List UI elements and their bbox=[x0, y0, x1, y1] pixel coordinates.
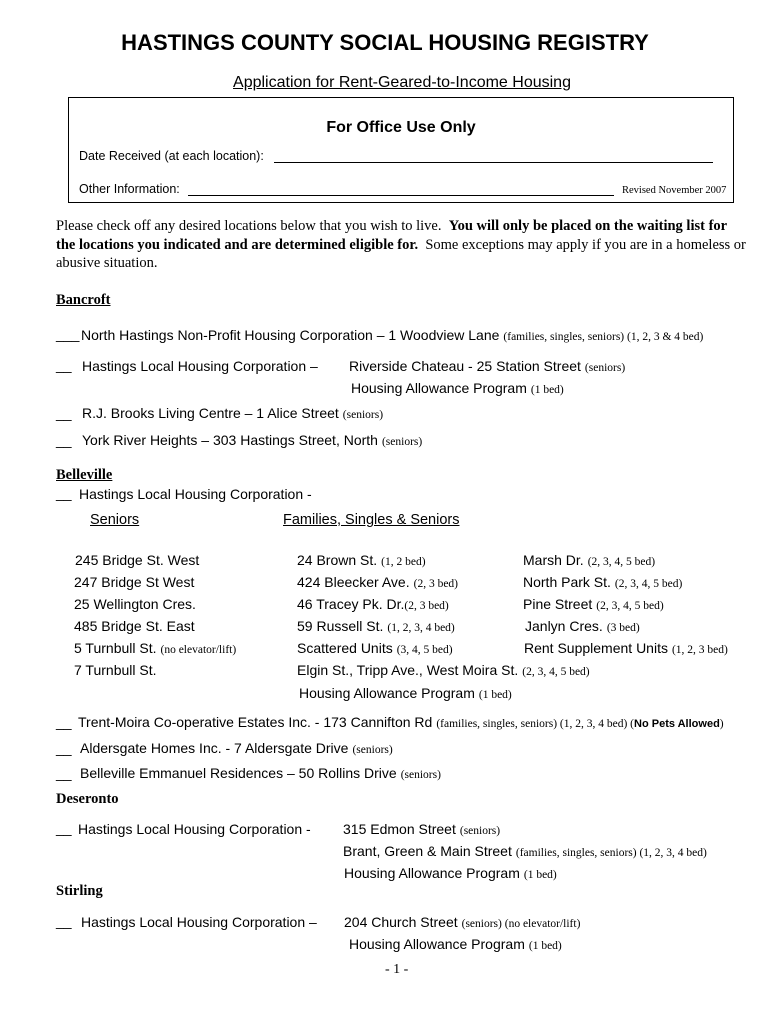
location-name: Marsh Dr. bbox=[523, 552, 584, 568]
location-note: (seniors) bbox=[352, 744, 393, 756]
stirling-housing-allowance bbox=[349, 936, 562, 954]
location-note: (2, 3, 4, 5 bed) bbox=[587, 556, 656, 568]
families-location bbox=[525, 618, 640, 636]
families-location bbox=[524, 640, 728, 658]
location-name: Housing Allowance Program bbox=[299, 685, 475, 701]
location-note: (1 bed) bbox=[523, 869, 557, 881]
document-subtitle: Application for Rent-Geared-to-Income Housing bbox=[233, 74, 571, 91]
location-note: (1 bed) bbox=[530, 384, 564, 396]
location-name: Brant, Green & Main Street bbox=[343, 843, 512, 859]
location-name: Housing Allowance Program bbox=[349, 936, 525, 952]
location-name: 245 Bridge St. West bbox=[75, 552, 200, 568]
families-column-header: Families, Singles & Seniors bbox=[283, 512, 460, 528]
location-name: 315 Edmon Street bbox=[343, 821, 456, 837]
deseronto-hlhc-label: Hastings Local Housing Corporation - bbox=[78, 821, 311, 837]
deseronto-brant bbox=[343, 843, 707, 861]
seniors-location bbox=[74, 662, 157, 680]
intro-text-3: Some exceptions may apply if you are in a homeless or abusive situation. bbox=[56, 236, 746, 271]
location-name: Janlyn Cres. bbox=[525, 618, 603, 634]
bancroft-yorkriver bbox=[82, 432, 422, 450]
location-name: Elgin St., Tripp Ave., West Moira St. bbox=[297, 662, 519, 678]
location-note: (2, 3, 4, 5 bed) bbox=[522, 666, 590, 678]
bancroft-heading: Bancroft bbox=[56, 292, 111, 308]
belleville-elgin bbox=[297, 662, 590, 680]
families-location bbox=[523, 552, 655, 570]
location-note: (families, singles, seniors) (1, 2, 3, 4 bed) bbox=[515, 847, 707, 859]
location-note: (1, 2, 3 bed) bbox=[671, 644, 728, 656]
location-name: R.J. Brooks Living Centre – 1 Alice Street bbox=[82, 405, 339, 421]
location-name: Aldersgate Homes Inc. - 7 Aldersgate Drive bbox=[80, 740, 349, 756]
location-note: (families, singles, seniors) (1, 2, 3, 4 bed) ( bbox=[436, 718, 635, 730]
location-note: (seniors) bbox=[342, 409, 384, 421]
seniors-column-header: Seniors bbox=[90, 512, 140, 528]
deseronto-housing-allowance bbox=[344, 865, 557, 883]
location-note: (3 bed) bbox=[606, 622, 640, 634]
location-name: Housing Allowance Program bbox=[344, 865, 520, 881]
bancroft-rjbrooks bbox=[82, 405, 383, 423]
location-note: (2, 3, 4, 5 bed) bbox=[596, 600, 664, 612]
location-name: Pine Street bbox=[523, 596, 593, 612]
families-location bbox=[297, 596, 449, 614]
intro-paragraph bbox=[56, 217, 746, 273]
families-location bbox=[297, 618, 455, 636]
deseronto-edmon bbox=[343, 821, 500, 839]
location-name: Scattered Units bbox=[297, 640, 393, 656]
stirling-heading: Stirling bbox=[56, 883, 103, 899]
location-note: (seniors) bbox=[400, 769, 441, 781]
location-note: (1, 2 bed) bbox=[381, 556, 426, 568]
location-note: (no elevator/lift) bbox=[160, 644, 237, 656]
location-note: (1 bed) bbox=[528, 940, 562, 952]
intro-text-1: Please check off any desired locations below that you wish to live. bbox=[56, 218, 442, 234]
other-information-label: Other Information: bbox=[79, 182, 180, 196]
belleville-trentmoira bbox=[78, 714, 724, 732]
location-name: York River Heights – 303 Hastings Street, North bbox=[82, 432, 378, 448]
checkbox-belleville-emmanuel[interactable]: __ bbox=[56, 765, 72, 781]
location-note: (2, 3 bed) bbox=[404, 600, 449, 612]
other-information-field[interactable] bbox=[188, 195, 614, 196]
families-location bbox=[297, 574, 458, 592]
location-note: (seniors) bbox=[459, 825, 501, 837]
location-name: North Hastings Non-Profit Housing Corporation – 1 Woodview Lane bbox=[81, 327, 500, 343]
families-location bbox=[297, 552, 426, 570]
no-pets-note: No Pets Allowed bbox=[634, 718, 720, 730]
document-title: HASTINGS COUNTY SOCIAL HOUSING REGISTRY bbox=[121, 30, 649, 55]
checkbox-stirling-hlhc[interactable]: __ bbox=[56, 913, 72, 929]
location-note: (1 bed) bbox=[478, 689, 512, 701]
location-name: 7 Turnbull St. bbox=[74, 662, 157, 678]
checkbox-belleville-hlhc[interactable]: __ bbox=[56, 485, 72, 501]
page-number: - 1 - bbox=[385, 962, 409, 977]
checkbox-belleville-trentmoira[interactable]: __ bbox=[56, 714, 72, 730]
bancroft-riverside-chateau bbox=[349, 358, 625, 376]
bancroft-row-nhnphc bbox=[81, 327, 703, 345]
note-close: ) bbox=[719, 718, 724, 730]
seniors-location bbox=[74, 574, 194, 592]
location-name: 24 Brown St. bbox=[297, 552, 378, 568]
stirling-church bbox=[344, 914, 580, 932]
location-name: 46 Tracey Pk. Dr. bbox=[297, 596, 405, 612]
location-name: 247 Bridge St West bbox=[74, 574, 195, 590]
checkbox-bancroft-hlhc[interactable]: __ bbox=[56, 357, 72, 373]
stirling-hlhc-label: Hastings Local Housing Corporation – bbox=[81, 914, 317, 930]
revised-date: Revised November 2007 bbox=[622, 185, 727, 196]
intro-text-2: You will only be placed on the waiting list for the locations you indicated and are determined eligible for. bbox=[56, 218, 727, 253]
families-location bbox=[523, 574, 682, 592]
location-note: (3, 4, 5 bed) bbox=[396, 644, 453, 656]
families-location bbox=[297, 640, 453, 658]
date-received-label: Date Received (at each location): bbox=[79, 149, 264, 163]
checkbox-belleville-aldersgate[interactable]: __ bbox=[56, 740, 72, 756]
location-note: (1, 2, 3, 4 bed) bbox=[387, 622, 455, 634]
date-received-field[interactable] bbox=[274, 162, 713, 163]
checkbox-bancroft-rjbrooks[interactable]: __ bbox=[56, 405, 72, 421]
seniors-location bbox=[74, 640, 236, 658]
location-name: 25 Wellington Cres. bbox=[74, 596, 196, 612]
location-name: Belleville Emmanuel Residences – 50 Rollins Drive bbox=[80, 765, 397, 781]
deseronto-heading: Deseronto bbox=[56, 791, 119, 807]
location-name: 5 Turnbull St. bbox=[74, 640, 157, 656]
location-name: Rent Supplement Units bbox=[524, 640, 668, 656]
location-note: (seniors) bbox=[584, 362, 626, 374]
belleville-aldersgate bbox=[80, 740, 393, 758]
location-name: 424 Bleecker Ave. bbox=[297, 574, 410, 590]
location-note: (seniors) bbox=[381, 436, 423, 448]
seniors-location bbox=[74, 596, 196, 614]
seniors-location bbox=[74, 618, 195, 636]
office-use-box bbox=[68, 97, 734, 203]
location-note: (families, singles, seniors) (1, 2, 3 & 4 bed) bbox=[503, 331, 704, 343]
bancroft-housing-allowance bbox=[351, 380, 564, 398]
location-note: (2, 3 bed) bbox=[413, 578, 458, 590]
location-note: (seniors) (no elevator/lift) bbox=[461, 918, 581, 930]
location-name: 485 Bridge St. East bbox=[74, 618, 195, 634]
location-name: Riverside Chateau - 25 Station Street bbox=[349, 358, 581, 374]
belleville-heading: Belleville bbox=[56, 467, 113, 483]
belleville-hlhc-label: Hastings Local Housing Corporation - bbox=[79, 486, 312, 502]
location-name: 204 Church Street bbox=[344, 914, 458, 930]
checkbox-deseronto-hlhc[interactable]: __ bbox=[56, 820, 72, 836]
office-use-title: For Office Use Only bbox=[326, 119, 476, 136]
belleville-housing-allowance bbox=[299, 685, 512, 703]
belleville-emmanuel bbox=[80, 765, 441, 783]
seniors-location bbox=[75, 552, 199, 570]
location-name: Trent-Moira Co-operative Estates Inc. - 173 Cannifton Rd bbox=[78, 714, 433, 730]
families-location bbox=[523, 596, 664, 614]
checkbox-bancroft-nhnphc[interactable]: ___ bbox=[56, 326, 80, 342]
checkbox-bancroft-yorkriver[interactable]: __ bbox=[56, 432, 72, 448]
location-name: North Park St. bbox=[523, 574, 611, 590]
bancroft-hlhc-label: Hastings Local Housing Corporation – bbox=[82, 358, 318, 374]
location-note: (2, 3, 4, 5 bed) bbox=[614, 578, 683, 590]
location-name: 59 Russell St. bbox=[297, 618, 384, 634]
location-name: Housing Allowance Program bbox=[351, 380, 527, 396]
